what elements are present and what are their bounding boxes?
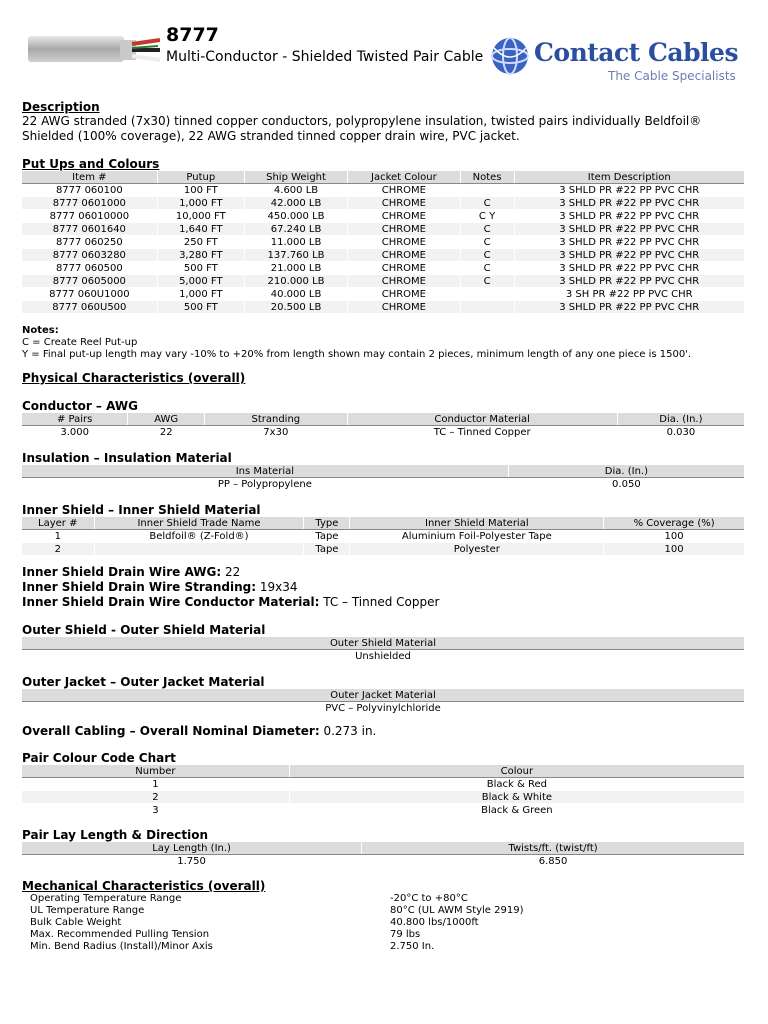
table-cell: CHROME [348,288,461,301]
table-cell: 3 SHLD PR #22 PP PVC CHR [514,275,744,288]
note-line: C = Create Reel Put-up [22,337,138,348]
table-row [22,893,744,905]
column-header: AWG [128,413,205,426]
table-row [22,530,744,543]
table-cell: 137.760 LB [244,249,347,262]
logo-name: Contact Cables [534,38,739,67]
table-row [22,804,744,817]
insulation-table [22,465,744,490]
insulation-heading: Insulation – Insulation Material [22,451,232,465]
table-cell: 0.030 [617,426,744,439]
table-cell: 21.000 LB [244,262,347,275]
table-cell: CHROME [348,184,461,197]
table-cell: 8777 0603280 [22,249,157,262]
table-cell: CHROME [348,249,461,262]
page-header [0,0,768,95]
column-header: Ship Weight [244,171,347,184]
table-row [22,929,744,941]
table-cell: 7x30 [205,426,347,439]
table-row [22,197,744,210]
table-cell: Tape [304,530,350,543]
table-cell: 3 SHLD PR #22 PP PVC CHR [514,249,744,262]
table-cell: 4.600 LB [244,184,347,197]
table-row [22,917,744,929]
table-cell: 42.000 LB [244,197,347,210]
table-cell: 22 [128,426,205,439]
table-cell: 3,280 FT [157,249,244,262]
table-cell: 3 SHLD PR #22 PP PVC CHR [514,197,744,210]
table-cell: 1,000 FT [157,197,244,210]
table-cell: 1 [22,530,94,543]
table-cell: 2 [22,543,94,556]
table-row [22,288,744,301]
logo-tagline: The Cable Specialists [608,69,736,83]
column-header: Ins Material [22,465,508,478]
table-row [22,210,744,223]
table-cell: 500 FT [157,301,244,314]
table-row [22,301,744,314]
putups-table [22,171,744,313]
table-row [22,905,744,917]
table-cell: Black & Green [289,804,744,817]
drain-material: Inner Shield Drain Wire Conductor Material: TC – Tinned Copper [22,595,440,609]
table-cell: 500 FT [157,262,244,275]
table-row [22,223,744,236]
table-cell: 3 SHLD PR #22 PP PVC CHR [514,223,744,236]
cable-image [28,30,160,70]
table-cell [460,301,514,314]
table-cell: 100 [604,530,744,543]
table-cell: 3 SHLD PR #22 PP PVC CHR [514,236,744,249]
outer-jacket-heading: Outer Jacket – Outer Jacket Material [22,675,265,689]
table-cell: 8777 0601640 [22,223,157,236]
table-cell: 10,000 FT [157,210,244,223]
table-cell: CHROME [348,262,461,275]
column-header: Putup [157,171,244,184]
column-header: # Pairs [22,413,128,426]
table-cell: Operating Temperature Range [30,893,182,904]
table-cell: 3 SHLD PR #22 PP PVC CHR [514,262,744,275]
table-cell: CHROME [348,210,461,223]
lay-length-heading: Pair Lay Length & Direction [22,828,209,842]
datasheet-body [22,100,744,953]
table-row [22,702,744,715]
table-cell: Black & Red [289,778,744,791]
table-cell: UL Temperature Range [30,905,145,916]
column-header: Item # [22,171,157,184]
column-header: Conductor Material [347,413,617,426]
table-cell: 67.240 LB [244,223,347,236]
putups-heading: Put Ups and Colours [22,157,160,171]
table-row [22,262,744,275]
table-cell: 250 FT [157,236,244,249]
table-cell: C [460,275,514,288]
table-cell: C Y [460,210,514,223]
table-cell: Aluminium Foil-Polyester Tape [350,530,604,543]
table-cell: Min. Bend Radius (Install)/Minor Axis [30,941,213,952]
table-cell: 8777 060100 [22,184,157,197]
table-cell: Unshielded [22,650,744,663]
table-row [22,426,744,439]
column-header: Colour [289,765,744,778]
brand-logo [490,36,750,86]
table-cell: 3 SHLD PR #22 PP PVC CHR [514,301,744,314]
table-cell: Polyester [350,543,604,556]
product-title: Multi-Conductor - Shielded Twisted Pair Cable [166,49,484,65]
column-header: Item Description [514,171,744,184]
physical-heading: Physical Characteristics (overall) [22,371,246,385]
column-header: Inner Shield Trade Name [94,517,304,530]
globe-icon [490,36,530,76]
table-row [22,184,744,197]
table-cell: 8777 0605000 [22,275,157,288]
table-cell: CHROME [348,275,461,288]
table-cell: C [460,197,514,210]
table-cell: Tape [304,543,350,556]
table-cell: PP – Polypropylene [22,478,508,491]
table-cell: Beldfoil® (Z-Fold®) [94,530,304,543]
table-cell: 3 SHLD PR #22 PP PVC CHR [514,184,744,197]
column-header: Notes [460,171,514,184]
column-header: Dia. (In.) [508,465,744,478]
table-cell: Black & White [289,791,744,804]
table-cell: 2.750 In. [390,941,435,952]
drain-stranding: Inner Shield Drain Wire Stranding: 19x34 [22,580,298,594]
table-cell: C [460,236,514,249]
table-row [22,778,744,791]
column-header: Type [304,517,350,530]
column-header: Twists/ft. (twist/ft) [362,842,744,855]
table-cell: 40.000 LB [244,288,347,301]
table-cell: Max. Recommended Pulling Tension [30,929,210,940]
table-cell: C [460,262,514,275]
table-cell: 5,000 FT [157,275,244,288]
outer-shield-table [22,637,744,662]
table-cell: 79 lbs [390,929,421,940]
table-cell: 0.050 [508,478,744,491]
pair-colour-heading: Pair Colour Code Chart [22,751,176,765]
table-cell: 8777 060250 [22,236,157,249]
table-row [22,478,744,491]
drain-wire-block [22,565,744,610]
drain-awg: Inner Shield Drain Wire AWG: 22 [22,565,241,579]
table-cell: CHROME [348,197,461,210]
outer-jacket-table [22,689,744,714]
table-cell: 100 FT [157,184,244,197]
table-row [22,275,744,288]
note-line: Y = Final put-up length may vary -10% to +20% from length shown may contain 2 pieces, minimum length of any one piece is 1500'. [22,349,692,360]
table-cell: C [460,223,514,236]
table-row [22,249,744,262]
table-cell: 8777 0601000 [22,197,157,210]
table-cell: C [460,249,514,262]
inner-shield-table [22,517,744,555]
column-header: Outer Shield Material [22,637,744,650]
table-cell [94,543,304,556]
table-cell: 3 [22,804,289,817]
table-cell: 80°C (UL AWM Style 2919) [390,905,524,916]
table-row [22,791,744,804]
mechanical-table [22,893,744,953]
table-cell: 3.000 [22,426,128,439]
table-row [22,855,744,868]
table-cell: 8777 060U1000 [22,288,157,301]
table-cell [460,184,514,197]
table-cell: CHROME [348,301,461,314]
outer-shield-heading: Outer Shield - Outer Shield Material [22,623,266,637]
column-header: Dia. (In.) [617,413,744,426]
table-cell: 3 SH PR #22 PP PVC CHR [514,288,744,301]
table-cell: CHROME [348,223,461,236]
table-cell: 1,000 FT [157,288,244,301]
table-cell: 8777 060U500 [22,301,157,314]
table-cell: 40.800 lbs/1000ft [390,917,479,928]
table-cell: 450.000 LB [244,210,347,223]
lay-length-table [22,842,744,867]
table-cell: 100 [604,543,744,556]
table-cell: 8777 060500 [22,262,157,275]
column-header: Inner Shield Material [350,517,604,530]
table-cell: TC – Tinned Copper [347,426,617,439]
table-cell: 6.850 [362,855,744,868]
column-header: Jacket Colour [348,171,461,184]
table-cell: 2 [22,791,289,804]
mechanical-heading: Mechanical Characteristics (overall) [22,879,266,893]
column-header: Outer Jacket Material [22,689,744,702]
table-cell: 8777 06010000 [22,210,157,223]
table-row [22,941,744,953]
table-cell: 20.500 LB [244,301,347,314]
column-header: Number [22,765,289,778]
conductor-heading: Conductor – AWG [22,399,138,413]
notes-block [22,325,744,361]
column-header: Stranding [205,413,347,426]
table-cell: 1,640 FT [157,223,244,236]
column-header: Layer # [22,517,94,530]
conductor-table [22,413,744,438]
table-row [22,650,744,663]
table-cell: -20°C to +80°C [390,893,468,904]
inner-shield-heading: Inner Shield – Inner Shield Material [22,503,261,517]
column-header: Lay Length (In.) [22,842,362,855]
table-cell: 11.000 LB [244,236,347,249]
table-cell: 3 SHLD PR #22 PP PVC CHR [514,210,744,223]
table-cell: PVC – Polyvinylchloride [22,702,744,715]
overall-cabling: Overall Cabling – Overall Nominal Diameter: 0.273 in. [22,724,377,738]
pair-colour-table [22,765,744,816]
table-row [22,543,744,556]
column-header: % Coverage (%) [604,517,744,530]
notes-heading: Notes: [22,325,59,336]
table-row [22,236,744,249]
table-cell: CHROME [348,236,461,249]
table-cell: 1 [22,778,289,791]
table-cell [460,288,514,301]
table-cell: 210.000 LB [244,275,347,288]
table-cell: Bulk Cable Weight [30,917,122,928]
table-cell: 1.750 [22,855,362,868]
part-number: 8777 [166,24,219,46]
description-text: 22 AWG stranded (7x30) tinned copper conductors, polypropylene insulation, twisted pairs individually Beldfoil® Shielded (100% coverage), 22 AWG stranded tinned copper drain wire, PVC jacket. [22,114,702,143]
description-heading: Description [22,100,100,114]
